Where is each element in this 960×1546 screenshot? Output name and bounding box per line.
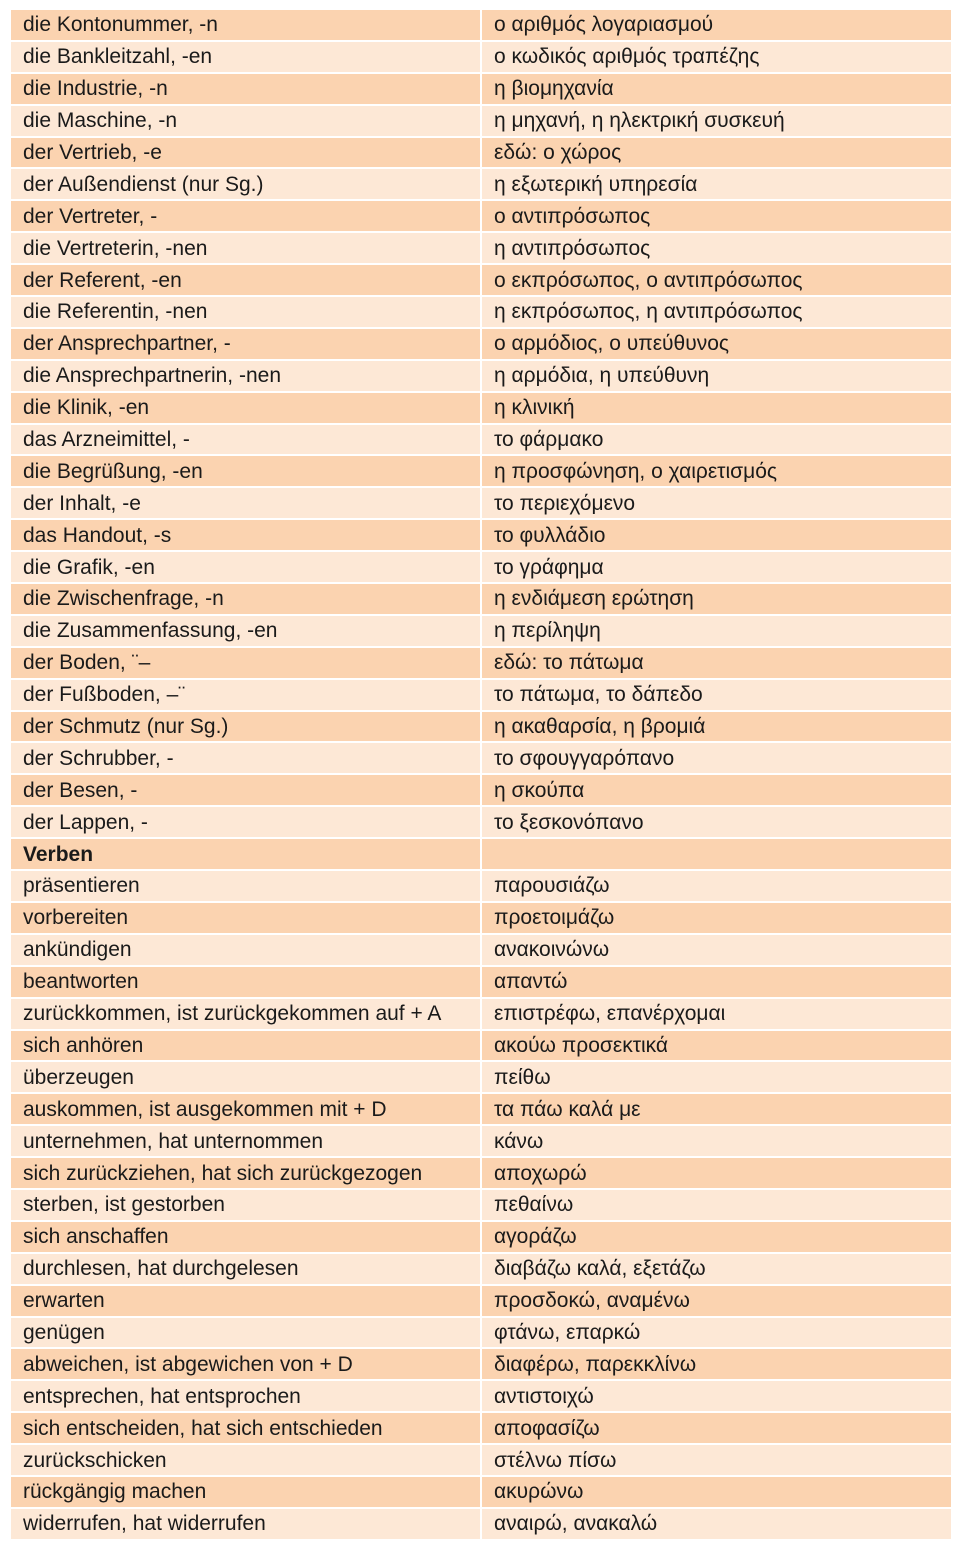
vocab-row [10, 1285, 952, 1317]
german-term: das Arzneimittel, - [10, 424, 481, 456]
german-term: die Industrie, -n [10, 73, 481, 105]
greek-translation: διαφέρω, παρεκκλίνω [481, 1348, 952, 1380]
vocab-row [10, 392, 952, 424]
vocab-row [10, 1030, 952, 1062]
vocab-row [10, 1412, 952, 1444]
german-term: abweichen, ist abgewichen von + D [10, 1348, 481, 1380]
greek-translation: ακούω προσεκτικά [481, 1030, 952, 1062]
greek-translation: η ακαθαρσία, η βρομιά [481, 711, 952, 743]
german-term: die Klinik, -en [10, 392, 481, 424]
german-term: der Schrubber, - [10, 742, 481, 774]
greek-translation: η βιομηχανία [481, 73, 952, 105]
vocab-row [10, 1093, 952, 1125]
vocab-row [10, 9, 952, 41]
german-term: überzeugen [10, 1061, 481, 1093]
greek-translation: αναιρώ, ανακαλώ [481, 1508, 952, 1540]
german-term: der Vertrieb, -e [10, 137, 481, 169]
vocabulary-table [9, 8, 953, 1541]
greek-translation: προσδοκώ, αναμένω [481, 1285, 952, 1317]
vocab-row [10, 1125, 952, 1157]
vocab-row [10, 1476, 952, 1508]
german-term: rückgängig machen [10, 1476, 481, 1508]
vocab-row [10, 615, 952, 647]
german-term: sich zurückziehen, hat sich zurückgezogen [10, 1157, 481, 1189]
german-term: präsentieren [10, 870, 481, 902]
vocab-row [10, 73, 952, 105]
vocab-row [10, 41, 952, 73]
greek-translation: ο εκπρόσωπος, ο αντιπρόσωπος [481, 264, 952, 296]
vocab-row [10, 455, 952, 487]
greek-translation: πεθαίνω [481, 1189, 952, 1221]
german-term: sich entscheiden, hat sich entschieden [10, 1412, 481, 1444]
vocab-row [10, 232, 952, 264]
greek-translation: αποχωρώ [481, 1157, 952, 1189]
german-term: der Vertreter, - [10, 200, 481, 232]
greek-translation: το ξεσκονόπανο [481, 806, 952, 838]
german-term: die Bankleitzahl, -en [10, 41, 481, 73]
greek-translation: ο αρμόδιος, ο υπεύθυνος [481, 328, 952, 360]
greek-translation: η εκπρόσωπος, η αντιπρόσωπος [481, 296, 952, 328]
german-term: der Außendienst (nur Sg.) [10, 168, 481, 200]
german-term: sich anhören [10, 1030, 481, 1062]
german-term: der Ansprechpartner, - [10, 328, 481, 360]
german-term: die Grafik, -en [10, 551, 481, 583]
greek-translation: η σκούπα [481, 774, 952, 806]
greek-translation: η εξωτερική υπηρεσία [481, 168, 952, 200]
greek-translation: το φυλλάδιο [481, 519, 952, 551]
vocab-row [10, 966, 952, 998]
vocab-row [10, 647, 952, 679]
section-heading: Verben [10, 838, 481, 870]
greek-translation: ο κωδικός αριθμός τραπέζης [481, 41, 952, 73]
greek-translation: ο αντιπρόσωπος [481, 200, 952, 232]
greek-translation: η προσφώνηση, ο χαιρετισμός [481, 455, 952, 487]
german-term: die Vertreterin, -nen [10, 232, 481, 264]
german-term: die Maschine, -n [10, 105, 481, 137]
german-term: die Zusammenfassung, -en [10, 615, 481, 647]
vocab-row [10, 1508, 952, 1540]
greek-translation: η αρμόδια, η υπεύθυνη [481, 360, 952, 392]
greek-translation: απαντώ [481, 966, 952, 998]
german-term: zurückschicken [10, 1444, 481, 1476]
vocab-row [10, 1317, 952, 1349]
greek-translation: το σφουγγαρόπανο [481, 742, 952, 774]
german-term: die Zwischenfrage, -n [10, 583, 481, 615]
vocab-row [10, 679, 952, 711]
vocab-row [10, 583, 952, 615]
vocab-row [10, 711, 952, 743]
german-term: die Ansprechpartnerin, -nen [10, 360, 481, 392]
vocab-row [10, 870, 952, 902]
vocab-row [10, 1253, 952, 1285]
german-term: der Lappen, - [10, 806, 481, 838]
vocab-row [10, 1444, 952, 1476]
greek-translation: παρουσιάζω [481, 870, 952, 902]
vocab-row [10, 519, 952, 551]
greek-translation: αγοράζω [481, 1221, 952, 1253]
vocab-row [10, 902, 952, 934]
greek-translation: ακυρώνω [481, 1476, 952, 1508]
german-term: die Begrüßung, -en [10, 455, 481, 487]
greek-translation: ο αριθμός λογαριασμού [481, 9, 952, 41]
vocab-row [10, 264, 952, 296]
vocab-row [10, 1061, 952, 1093]
german-term: der Besen, - [10, 774, 481, 806]
vocab-row [10, 1380, 952, 1412]
greek-translation: ανακοινώνω [481, 934, 952, 966]
vocab-row [10, 296, 952, 328]
vocab-row [10, 998, 952, 1030]
german-term: unternehmen, hat unternommen [10, 1125, 481, 1157]
greek-translation: αποφασίζω [481, 1412, 952, 1444]
greek-translation: το φάρμακο [481, 424, 952, 456]
german-term: ankündigen [10, 934, 481, 966]
german-term: erwarten [10, 1285, 481, 1317]
greek-translation: η αντιπρόσωπος [481, 232, 952, 264]
greek-translation: η περίληψη [481, 615, 952, 647]
vocab-row [10, 806, 952, 838]
german-term: beantworten [10, 966, 481, 998]
vocab-row [10, 1189, 952, 1221]
german-term: entsprechen, hat entsprochen [10, 1380, 481, 1412]
vocabulary-table-body [10, 9, 952, 1540]
vocab-row [10, 551, 952, 583]
greek-translation [481, 838, 952, 870]
german-term: genügen [10, 1317, 481, 1349]
german-term: durchlesen, hat durchgelesen [10, 1253, 481, 1285]
greek-translation: στέλνω πίσω [481, 1444, 952, 1476]
vocab-row [10, 137, 952, 169]
german-term: der Schmutz (nur Sg.) [10, 711, 481, 743]
greek-translation: κάνω [481, 1125, 952, 1157]
greek-translation: διαβάζω καλά, εξετάζω [481, 1253, 952, 1285]
greek-translation: εδώ: ο χώρος [481, 137, 952, 169]
german-term: sich anschaffen [10, 1221, 481, 1253]
greek-translation: η ενδιάμεση ερώτηση [481, 583, 952, 615]
german-term: widerrufen, hat widerrufen [10, 1508, 481, 1540]
greek-translation: η κλινική [481, 392, 952, 424]
greek-translation: αντιστοιχώ [481, 1380, 952, 1412]
german-term: die Kontonummer, -n [10, 9, 481, 41]
section-heading-row [10, 838, 952, 870]
greek-translation: τα πάω καλά με [481, 1093, 952, 1125]
german-term: sterben, ist gestorben [10, 1189, 481, 1221]
vocab-row [10, 328, 952, 360]
vocab-row [10, 742, 952, 774]
greek-translation: το πάτωμα, το δάπεδο [481, 679, 952, 711]
vocab-row [10, 774, 952, 806]
german-term: der Boden, ¨– [10, 647, 481, 679]
vocab-row [10, 1221, 952, 1253]
greek-translation: επιστρέφω, επανέρχομαι [481, 998, 952, 1030]
german-term: vorbereiten [10, 902, 481, 934]
vocab-row [10, 487, 952, 519]
german-term: auskommen, ist ausgekommen mit + D [10, 1093, 481, 1125]
greek-translation: η μηχανή, η ηλεκτρική συσκευή [481, 105, 952, 137]
vocab-row [10, 1348, 952, 1380]
vocab-row [10, 168, 952, 200]
german-term: die Referentin, -nen [10, 296, 481, 328]
vocab-row [10, 105, 952, 137]
greek-translation: το περιεχόμενο [481, 487, 952, 519]
vocab-row [10, 1157, 952, 1189]
greek-translation: προετοιμάζω [481, 902, 952, 934]
vocab-row [10, 424, 952, 456]
greek-translation: φτάνω, επαρκώ [481, 1317, 952, 1349]
german-term: der Inhalt, -e [10, 487, 481, 519]
vocab-row [10, 360, 952, 392]
greek-translation: το γράφημα [481, 551, 952, 583]
german-term: der Referent, -en [10, 264, 481, 296]
greek-translation: πείθω [481, 1061, 952, 1093]
vocab-row [10, 934, 952, 966]
greek-translation: εδώ: το πάτωμα [481, 647, 952, 679]
german-term: das Handout, -s [10, 519, 481, 551]
german-term: der Fußboden, –¨ [10, 679, 481, 711]
vocab-row [10, 200, 952, 232]
german-term: zurückkommen, ist zurückgekommen auf + A [10, 998, 481, 1030]
